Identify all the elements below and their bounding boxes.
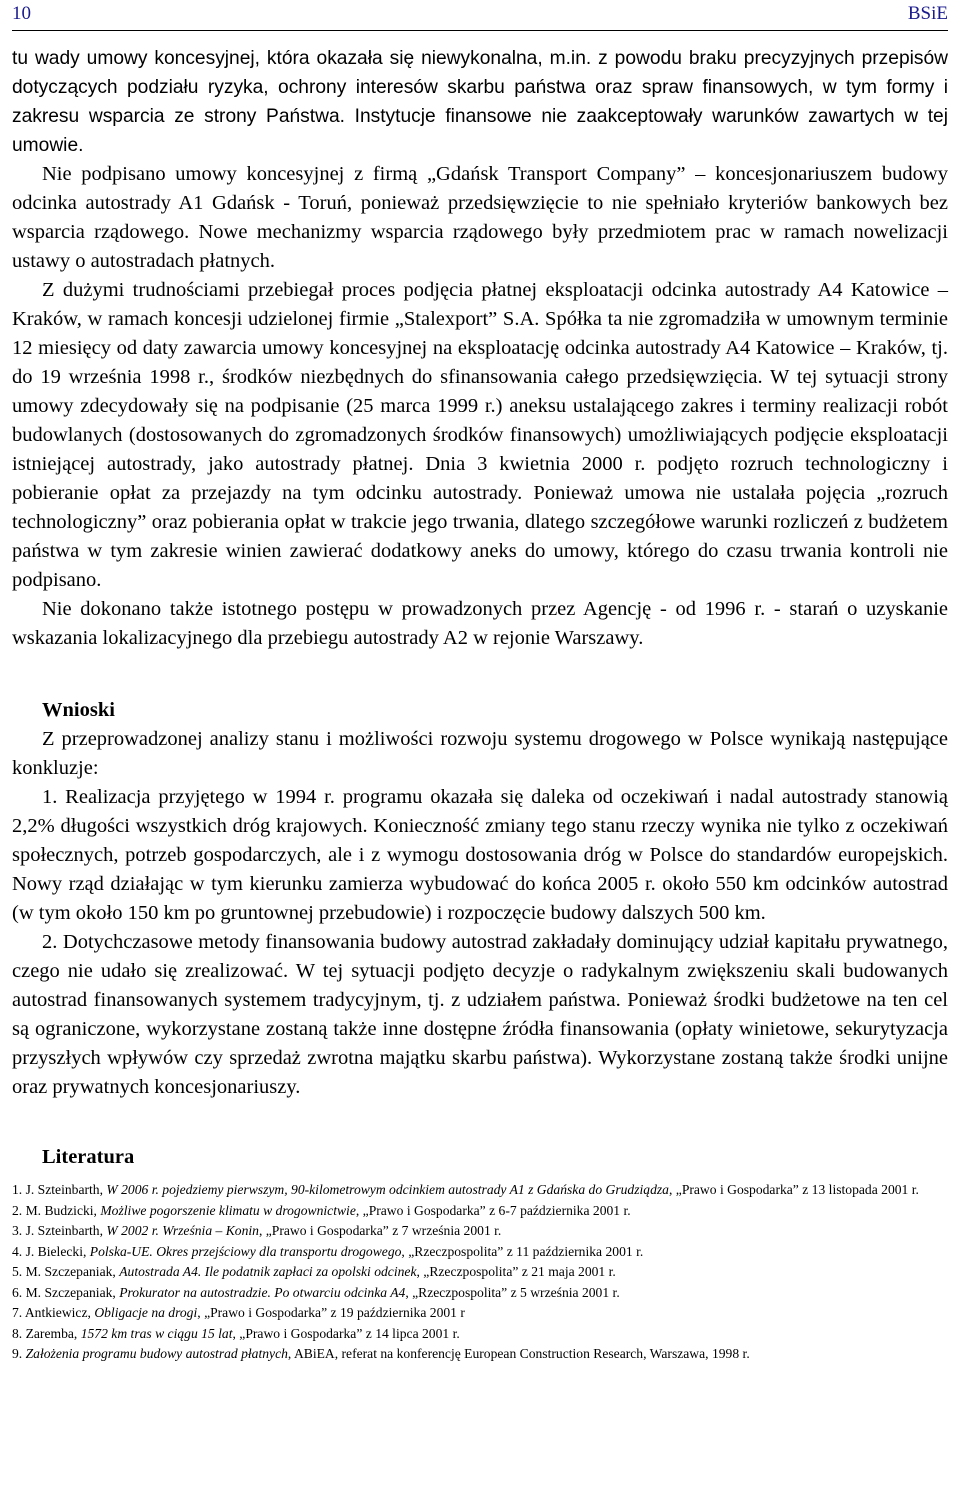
reference-source: , „Rzeczpospolita” z 5 września 2001 r.	[405, 1284, 620, 1300]
reference-author: 6. M. Szczepaniak,	[12, 1284, 120, 1300]
reference-item	[12, 1324, 948, 1345]
reference-item	[12, 1221, 948, 1242]
reference-title: W 2006 r. pojedziemy pierwszym, 90-kilometrowym odcinkiem autostrady A1 z Gdańska do Grudziądza	[106, 1182, 669, 1197]
reference-source: , ABiEA, referat na konferencję European Construction Research, Warszawa, 1998 r.	[287, 1346, 750, 1361]
literatura-heading: Literatura	[42, 1146, 135, 1168]
reference-author: 8. Zaremba,	[12, 1325, 81, 1341]
wnioski-point-1: 1. Realizacja przyjętego w 1994 r. programu okazała się daleka od oczekiwań i nadal autostrady stanowią 2,2% długości wszystkich dróg krajowych. Konieczność zmiany tego stanu rzeczy wynika nie tylko z oczekiwań społecznych, potrzeb gospodarczych, ale i z wymogu dostosowania dróg w Polsce do standardów europejskich. Nowy rząd działając w tym kierunku zamierza wybudować do końca 2005 r. około 550 km odcinków autostrad (w tym około 150 km po gruntownej przebudowie) i rozpoczęcie budowy dalszych 500 km.	[12, 786, 948, 924]
reference-author: 1. J. Szteinbarth,	[12, 1182, 107, 1197]
paragraph-stalexport: Z dużymi trudnościami przebiegał proces podjęcia płatnej eksploatacji odcinka autostrady A4 Katowice – Kraków, w ramach koncesji udzielonej firmie „Stalexport” S.A. Spółka ta nie zgromadziła w umownym terminie 12 miesięcy od daty zawarcia umowy koncesyjnej na eksploatację odcinka autostrady A4 Katowice – Kraków, tj. do 19 września 1998 r., środków niezbędnych do sfinansowania całego przedsięwzięcia. W tej sytuacji strony umowy zdecydowały się na podpisanie (25 marca 1999 r.) aneksu ustalającego zakres i terminy realizacji robót budowlanych (dostosowanych do zgromadzonych środków finansowych) umożliwiających podjęcie eksploatacji istniejącej autostrady, jako autostrady płatnej. Dnia 3 kwietnia 2000 r. podjęto rozruch technologiczny i pobieranie opłat za przejazdy na tym odcinku autostrady. Ponieważ umowa nie ustalała pojęcia „rozruch technologiczny” oraz pobierania opłat w trakcie jego trwania, dlatego szczegółowe warunki rozliczeń z budżetem państwa w tym zakresie winien zawierać dodatkowy aneks do umowy, którego do czasu trwania kontroli nie podpisano.	[12, 279, 948, 591]
header-rule	[12, 30, 948, 31]
wnioski-point-2: 2. Dotychczasowe metody finansowania budowy autostrad zakładały dominujący udział kapitału prywatnego, czego nie udało się zrealizować. W tej sytuacji podjęto decyzje o radykalnym zwiększeniu skali budowanych autostrad finansowanych systemem tradycyjnym, tj. z udziałem państwa. Ponieważ środki budżetowe na ten cel są ograniczone, wykorzystane zostaną także inne dostępne źródła finansowania (opłaty winietowe, sekurytyzacja przyszłych wpływów czy sprzedaż zwrotna majątku skarbu państwa). Wykorzystane zostaną także środki unijne oraz prywatnych koncesjonariuszy.	[12, 931, 948, 1098]
section-spacer	[12, 653, 948, 695]
reference-item	[12, 1283, 948, 1304]
reference-source: , „Rzeczpospolita” z 11 października 2001 r.	[401, 1243, 644, 1259]
reference-author: 3. J. Szteinbarth,	[12, 1223, 107, 1238]
reference-author: 9.	[12, 1346, 26, 1361]
reference-title: 1572 km tras w ciągu 15 lat	[80, 1325, 233, 1341]
paragraph-a2: Nie dokonano także istotnego postępu w prowadzonych przez Agencję - od 1996 r. - starań o uzyskanie wskazania lokalizacyjnego dla przebiegu autostrady A2 w rejonie Warszawy.	[12, 598, 948, 649]
reference-list	[12, 1180, 948, 1365]
reference-title: Prokurator na autostradzie. Po otwarciu odcinka A4	[119, 1284, 406, 1300]
paragraph-continuation: tu wady umowy koncesyjnej, która okazała się niewykonalna, m.in. z powodu braku precyzyjnych przepisów dotyczących podziału ryzyka, ochrony interesów skarbu państwa oraz spraw finansowych, w tym formy i zakresu wsparcia ze strony Państwa. Instytucje finansowe nie zaakceptowały warunków zawartych w tej umowie.	[12, 48, 948, 156]
reference-source: , „Prawo i Gospodarka” z 19 października 2001 r	[197, 1305, 465, 1320]
reference-source: , „Prawo i Gospodarka” z 7 września 2001 r.	[258, 1223, 502, 1238]
reference-title: Możliwe pogorszenie klimatu w drogownictwie	[100, 1202, 356, 1218]
reference-item	[12, 1201, 948, 1222]
reference-author: 4. J. Bielecki,	[12, 1243, 90, 1259]
reference-item	[12, 1344, 948, 1365]
page-body	[12, 44, 948, 1365]
reference-item	[12, 1262, 948, 1283]
page-number: 10	[12, 3, 31, 24]
wnioski-intro: Z przeprowadzonej analizy stanu i możliwości rozwoju systemu drogowego w Polsce wynikają następujące konkluzje:	[12, 728, 948, 779]
reference-source: , „Prawo i Gospodarka” z 14 lipca 2001 r.	[232, 1325, 460, 1341]
reference-author: 5. M. Szczepaniak,	[12, 1264, 120, 1279]
paragraph-gdansk: Nie podpisano umowy koncesyjnej z firmą „Gdańsk Transport Company” – koncesjonariuszem budowy odcinka autostrady A1 Gdańsk - Toruń, ponieważ przedsięwzięcie to nie spełniało kryteriów bankowych bez wsparcia rządowego. Nowe mechanizmy wsparcia rządowego były przedmiotem prac w ramach nowelizacji ustawy o autostradach płatnych.	[12, 163, 948, 272]
reference-item	[12, 1303, 948, 1324]
reference-source: , „Prawo i Gospodarka” z 13 listopada 2001 r.	[668, 1182, 919, 1197]
wnioski-heading: Wnioski	[42, 699, 115, 721]
journal-name: BSiE	[907, 3, 948, 24]
reference-author: 7. Antkiewicz,	[12, 1305, 95, 1320]
reference-source: , „Prawo i Gospodarka” z 6-7 października 2001 r.	[355, 1202, 631, 1218]
reference-title: Autostrada A4. Ile podatnik zapłaci za opolski odcinek	[119, 1264, 417, 1279]
reference-title: W 2002 r. Września – Konin	[106, 1223, 259, 1238]
reference-title: Obligacje na drogi	[94, 1305, 198, 1320]
reference-item	[12, 1242, 948, 1263]
section-spacer	[12, 1102, 948, 1142]
reference-source: , „Rzeczpospolita” z 21 maja 2001 r.	[416, 1264, 616, 1279]
reference-item	[12, 1180, 948, 1201]
reference-title: Założenia programu budowy autostrad płatnych	[25, 1346, 288, 1361]
reference-author: 2. M. Budzicki,	[12, 1202, 101, 1218]
reference-title: Polska-UE. Okres przejściowy dla transportu drogowego	[89, 1243, 402, 1259]
page-header	[12, 0, 948, 34]
